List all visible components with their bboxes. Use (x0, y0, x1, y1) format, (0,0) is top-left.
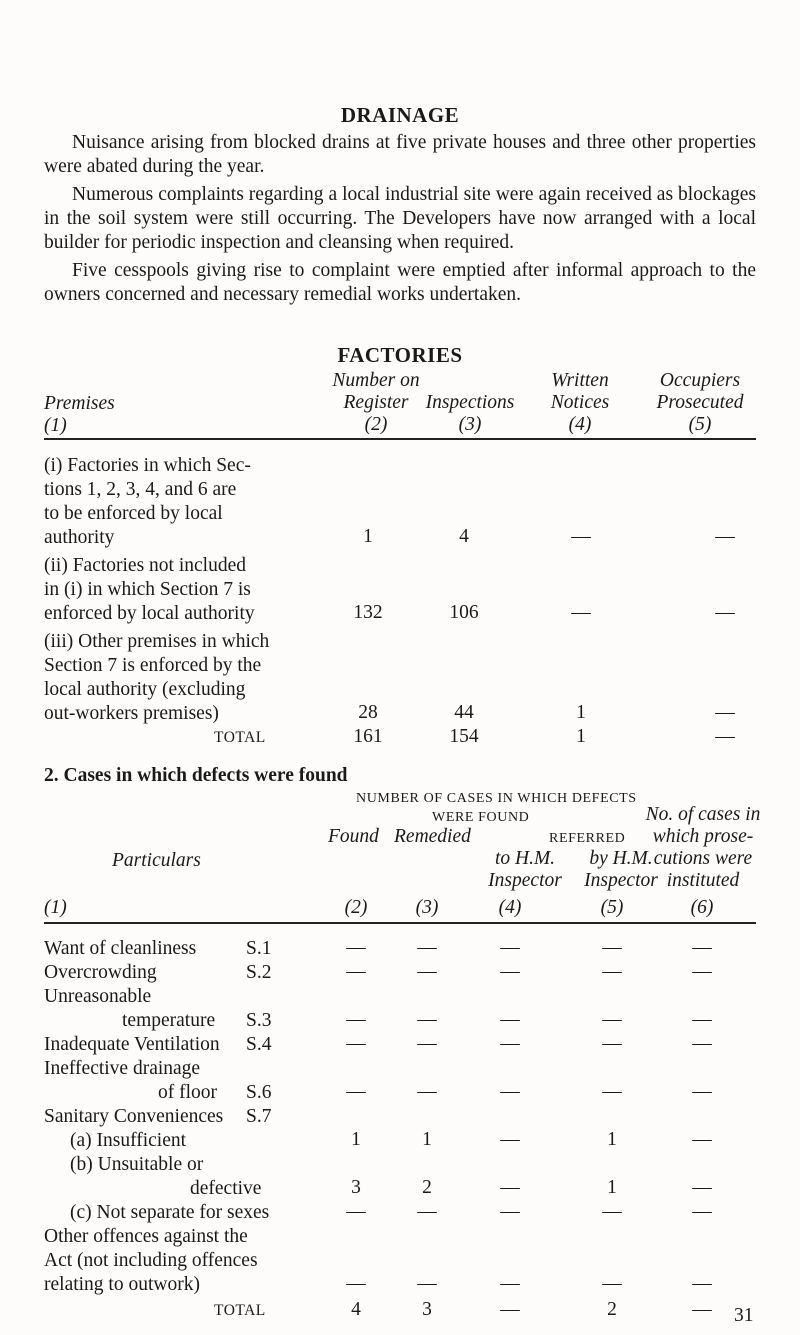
page-number: 31 (734, 1305, 754, 1326)
defects-row-3-to-hm: — (500, 1009, 520, 1030)
defects-row-3-remedied: — (417, 1009, 437, 1030)
factories-header-rule (44, 438, 756, 440)
defects-row-code: S.1 (246, 938, 272, 959)
defects-row-7-to-hm: — (500, 1129, 520, 1150)
defects-row-1-by-hm: — (602, 937, 622, 958)
defects-row-label: Unreasonable (44, 986, 152, 1007)
defects-group-header-1: NUMBER OF CASES IN WHICH DEFECTS (356, 791, 637, 806)
defects-row-label: Ineffective drainage (44, 1058, 201, 1079)
defects-row-9-remedied: — (417, 1201, 437, 1222)
drainage-paragraph-3: Five cesspools giving rise to complaint were emptied after informal approach to the owners concerned and necessary remedial works undertaken. (44, 260, 756, 305)
factories-heading: FACTORIES (337, 343, 463, 367)
defects-row-label: (b) Unsuitable or (70, 1154, 204, 1175)
defects-total-by-hm: 2 (607, 1299, 617, 1320)
factories-row-2-label: (ii) Factories not included in (i) in which Section 7 is enforced by local authority (44, 555, 255, 624)
factories-col-inspections: Inspections (3) (425, 392, 515, 435)
defects-row-10-to-hm: — (500, 1273, 520, 1294)
defects-row-code: S.4 (246, 1034, 272, 1055)
defects-colnum-5: (5) (600, 897, 624, 918)
defects-row-label: (c) Not separate for sexes (70, 1202, 270, 1223)
defects-row-3-prosecutions: — (692, 1009, 712, 1030)
factories-total-inspections: 154 (449, 726, 479, 747)
drainage-paragraph-2: Numerous complaints regarding a local industrial site were again received as blockages in the soil system were still occurring. The Developers have now arranged with a local builder for periodic inspection and cleansing when required. (44, 184, 756, 253)
defects-total-to-hm: — (500, 1299, 520, 1320)
defects-row-label: (a) Insufficient (70, 1130, 187, 1151)
defects-row-9-by-hm: — (602, 1201, 622, 1222)
defects-colnum-4: (4) (498, 897, 522, 918)
defects-row-10-remedied: — (417, 1273, 437, 1294)
factories-row-1-label: (i) Factories in which Sec- tions 1, 2, 3, 4, and 6 are to be enforced by local authority (44, 455, 251, 548)
defects-row-4-remedied: — (417, 1033, 437, 1054)
defects-row-label: Other offences against the (44, 1226, 248, 1247)
defects-col-found: Found (328, 826, 379, 847)
defects-row-1-to-hm: — (500, 937, 520, 958)
defects-row-8-found: 3 (351, 1177, 361, 1198)
defects-row-10-by-hm: — (602, 1273, 622, 1294)
defects-row-2-found: — (346, 961, 366, 982)
defects-row-7-prosecutions: — (692, 1129, 712, 1150)
defects-group-header-2: WERE FOUND (432, 810, 530, 825)
defects-total-found: 4 (351, 1299, 361, 1320)
defects-col-to-hm: to H.M. Inspector (488, 848, 562, 891)
defects-row-10-found: — (346, 1273, 366, 1294)
factories-row-3-notices: 1 (576, 702, 586, 723)
defects-row-code: S.3 (246, 1010, 272, 1031)
defects-row-4-found: — (346, 1033, 366, 1054)
defects-row-4-by-hm: — (602, 1033, 622, 1054)
defects-row-9-to-hm: — (500, 1201, 520, 1222)
defects-total-remedied: 3 (422, 1299, 432, 1320)
defects-row-4-to-hm: — (500, 1033, 520, 1054)
factories-col-register: Number on Register (2) (332, 370, 420, 435)
defects-row-7-by-hm: 1 (607, 1129, 617, 1150)
factories-row-1-inspections: 4 (459, 526, 469, 547)
defects-row-label-cont: temperature (122, 1010, 216, 1031)
defects-row-5-prosecutions: — (692, 1081, 712, 1102)
factories-row-2-notices: — (571, 602, 591, 623)
defects-row-10-prosecutions: — (692, 1273, 712, 1294)
factories-total-register: 161 (353, 726, 383, 747)
defects-row-1-prosecutions: — (692, 937, 712, 958)
factories-row-3-label: (iii) Other premises in which Section 7 is enforced by the local authority (excluding out-workers premises) (44, 631, 270, 724)
defects-row-7-remedied: 1 (422, 1129, 432, 1150)
defects-row-5-remedied: — (417, 1081, 437, 1102)
defects-row-2-remedied: — (417, 961, 437, 982)
defects-row-label: Inadequate Ventilation (44, 1034, 220, 1055)
defects-row-9-found: — (346, 1201, 366, 1222)
defects-row-9-prosecutions: — (692, 1201, 712, 1222)
defects-row-label-cont: defective (190, 1178, 262, 1199)
defects-col-by-hm: by H.M. Inspector (584, 848, 658, 891)
defects-colnum-2: (2) (344, 897, 368, 918)
defects-row-4-prosecutions: — (692, 1033, 712, 1054)
defects-row-5-found: — (346, 1081, 366, 1102)
defects-row-label-cont: Act (not including offences (44, 1250, 258, 1271)
defects-row-7-found: 1 (351, 1129, 361, 1150)
factories-row-3-prosecuted: — (715, 702, 735, 723)
defects-col-particulars: Particulars (112, 850, 201, 871)
factories-row-2-register: 132 (353, 602, 383, 623)
defects-row-5-to-hm: — (500, 1081, 520, 1102)
defects-total-prosecutions: — (692, 1299, 712, 1320)
defects-row-8-to-hm: — (500, 1177, 520, 1198)
defects-total-label: TOTAL (214, 1302, 266, 1319)
factories-total-notices: 1 (576, 726, 586, 747)
drainage-text (44, 131, 756, 311)
defects-row-8-remedied: 2 (422, 1177, 432, 1198)
defects-header-rule (44, 922, 756, 924)
factories-row-1-register: 1 (363, 526, 373, 547)
factories-row-1-prosecuted: — (715, 526, 735, 547)
factories-col-notices: Written Notices (4) (550, 370, 610, 435)
defects-row-code: S.2 (246, 962, 272, 983)
factories-row-1-notices: — (571, 526, 591, 547)
defects-row-2-prosecutions: — (692, 961, 712, 982)
factories-row-3-inspections: 44 (454, 702, 474, 723)
defects-row-label: Want of cleanliness (44, 938, 197, 959)
defects-col-remedied: Remedied (394, 826, 471, 847)
defects-row-8-by-hm: 1 (607, 1177, 617, 1198)
drainage-paragraph-1: Nuisance arising from blocked drains at five private houses and three other properties were abated during the year. (44, 132, 756, 177)
defects-row-2-by-hm: — (602, 961, 622, 982)
factories-total-prosecuted: — (715, 726, 735, 747)
defects-row-code: S.7 (246, 1106, 272, 1127)
defects-row-code: S.6 (246, 1082, 272, 1103)
defects-row-2-to-hm: — (500, 961, 520, 982)
defects-colnum-1: (1) (44, 897, 67, 918)
factories-col-prosecuted: Occupiers Prosecuted (5) (656, 370, 744, 435)
factories-col-premises: Premises (1) (44, 393, 115, 436)
defects-row-3-found: — (346, 1009, 366, 1030)
defects-row-label: Sanitary Conveniences (44, 1106, 224, 1127)
factories-row-2-prosecuted: — (715, 602, 735, 623)
factories-row-3-register: 28 (358, 702, 378, 723)
factories-total-label: TOTAL (214, 729, 266, 746)
defects-row-3-by-hm: — (602, 1009, 622, 1030)
defects-row-1-found: — (346, 937, 366, 958)
defects-row-label-cont: relating to outwork) (44, 1274, 200, 1295)
defects-colnum-3: (3) (415, 897, 439, 918)
defects-heading: 2. Cases in which defects were found (44, 765, 348, 786)
defects-row-1-remedied: — (417, 937, 437, 958)
defects-row-label-cont: of floor (158, 1082, 218, 1103)
defects-col-prosecutions: No. of cases in which prose- cutions were instituted (645, 804, 761, 891)
factories-row-2-inspections: 106 (449, 602, 479, 623)
defects-row-5-by-hm: — (602, 1081, 622, 1102)
drainage-heading: DRAINAGE (340, 103, 460, 127)
defects-col-referred: REFERRED (549, 831, 626, 846)
defects-row-label: Overcrowding (44, 962, 157, 983)
defects-row-8-prosecutions: — (692, 1177, 712, 1198)
defects-colnum-6: (6) (690, 897, 714, 918)
